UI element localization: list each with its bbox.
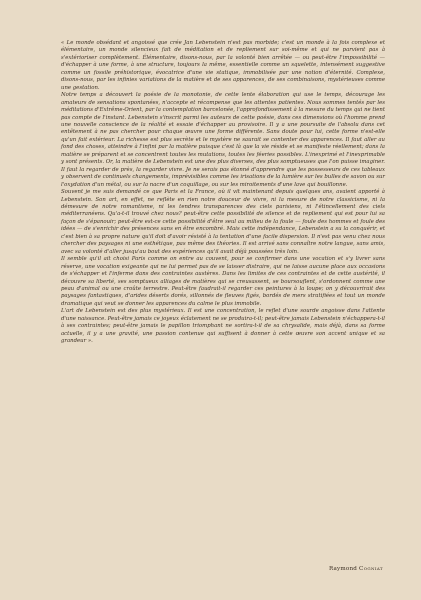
author-last-name: Cogniat (359, 566, 383, 572)
author-signature (329, 566, 383, 572)
paragraph-1: « Le monde obsédant et angoissé que crée Jan Lebenstein n'est pas morbide; c'est un monde à la fois complexe et élémentaire, un monde silencieux fait de méditation et de repliement sur soi-même et qui ne parvient pas à s'extérioriser complètement. Élémentaire, disons-nous, par la volonté bien arrêtée — ou peut-être l'impossibilité — d'échapper à une forme, à une structure, toujours la même, essentielle comme un squelette, intensément suggestive comme un fossile préhistorique, évocatrice d'une vie statique, immobilisée par une notion d'éternité. Complexe, disons-nous, par les infinies variations de la matière et de ses apparences, de ses combinaisons, mystérieuses comme une gestation. (61, 40, 385, 91)
paragraph-4: Il semble qu'il ait choisi Paris comme on entre au couvent, pour se confirmer dans une vocation et s'y livrer sans réserve, une vocation exigeante qui ne lui permet pas de se laisser distraire, qui ne laisse aucune place aux occasions de s'échapper et l'inferme dans des contraintes austères. Dans les limites de ces contraintes et de cette austérité, il découvre sa liberté, ses somptueux alliages de matières qui se creusassent, se boursouflent, s'ordonnent comme une peau d'animal ou une croûte terrestre. Peut-être faudrait-il regarder ces peintures à la loupe; on y découvrirait des paysages fantastiques, d'arides déserts dorés, sillonnés de fleuves figés, bordés de mers stratifiées et tout un monde dramatique qui veut se donner les apparences du calme le plus immobile. (61, 256, 385, 307)
paragraph-3: Souvent je me suis demandé ce que Paris et la France, où il vit maintenant depuis quelques ans, avaient apporté à Lebenstein. Son art, en effet, ne reflète en rien notre douceur de vivre, ni la mesure de notre classicisme, ni la démesure de notre romantisme, ni les tendres transparences des ciels parisiens, ni l'étincellement des ciels méditerranéens. Qu'a-t-il trouvé chez nous? peut-être cette possibilité de silence et de repliement qui est pour lui sa façon de s'épanouir; peut-être est-ce cette possibilité d'être seul au milieu de la foule — foule des hommes et foule des idées — de s'enrichir des présences sans en être encombré. Mais cette indépendance, Lebenstein a su la conquérir, et c'est bien à sa propre nature qu'il doit d'avoir résisté à la tentation d'une facile dispersion. Il n'est pas venu chez nous chercher des paysages ni une esthétique, pas même des théories. Il est arrivé sans connaître notre langue, sans amis, avec sa volonté d'aller jusqu'au bout des expériences qu'il avait déjà poussées très loin. (61, 189, 385, 255)
paragraph-2: Notre temps a découvert la poésie de la monotonie, de cette lente élaboration qui use le temps, décourage les amateurs de sensations spontanées, n'accepte et récompense que les attentes patientes. Nous sommes tentés par les méditations d'Extrême-Orient, par la contemplation barcelonée, l'approfondissement à la mesure du temps qui ne tient pas compte de l'instant. Lebenstein s'inscrit parmi les auteurs de cette poésie, dans ces dimensions où l'homme prend une nouvelle conscience de la réalité et essaie d'échapper au provisoire. Il y a une poursuite de l'absolu dans cet entêtement à ne pas chercher pour chaque œuvre une forme différente. Sans doute pour lui, cette forme n'est-elle qu'un fait extérieur. La richesse est plus secrète et le mystère ne saurait se contenter des apparences. Il faut aller au fond des choses, atteindre à l'infini par la matière puisque c'est là que la vie réside et se manifeste réellement; dans la matière se préparent et se concentrent toutes les mutations, toutes les féeries possibles. L'inexprimé et l'inexprimable y sont présents. Or, la matière de Lebenstein est une des plus diverses, des plus somptueuses que l'on puisse imaginer. Il faut la regarder de près, la regarder vivre. Je ne serais pas étonné d'apprendre que les possesseurs de ces tableaux y observent de continuels changements, imprévisibles comme les irisations de la lumière sur les bulles de savon ou sur l'oxydation d'un métal, ou sur la nacre d'un coquillage, ou sur les miroitements d'une lave qui bouillonne. (61, 92, 385, 188)
essay-text (61, 40, 385, 346)
author-first-name: Raymond (328, 566, 358, 572)
paragraph-5: L'art de Lebenstein est des plus mystérieux. Il est une concentration, le reflet d'une sourde angoisse dans l'attente d'une naissance. Peut-être jamais ce joyeux éclatement ne se produira-t-il; peut-être jamais Lebenstein n'échappera-t-il à ses contraintes; peut-être jamais le papillon triomphant ne sortira-t-il de sa chrysalide, mais déjà, dans sa forme actuelle, il y a une gravité, une passion contenue qui suffisent à donner à cette œuvre son accent unique et sa grandeur ». (61, 308, 385, 345)
